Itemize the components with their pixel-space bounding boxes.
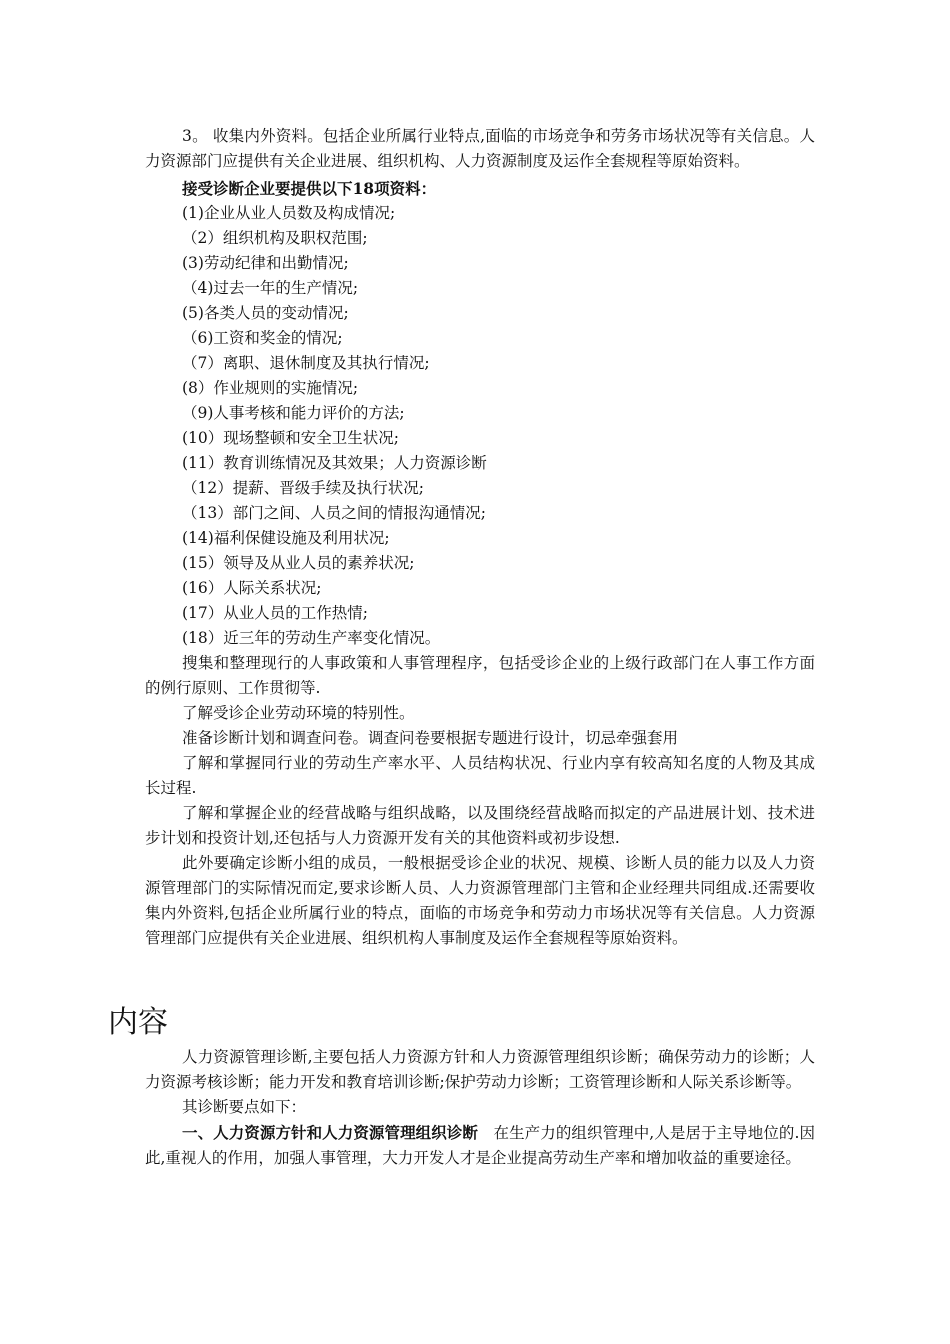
body-paragraph: 准备诊断计划和调查问卷。调查问卷要根据专题进行设计，切忌牵强套用 — [182, 729, 679, 747]
body-paragraph: 人力资源管理诊断,主要包括人力资源方针和人力资源管理组织诊断；确保劳动力的诊断；人力资源考核诊断；能力开发和教育培训诊断;保护劳动力诊断；工资管理诊断和人际关系诊断等。 — [145, 1048, 815, 1091]
subsection-text: 在生产力的组织管理中,人是居于主导地位的.因此,重视人的作用，加强人事管理，大力开发人才是企业提高劳动生产率和增加收益的重要途径。 — [145, 1124, 815, 1167]
section-heading: 内容 — [108, 1005, 168, 1040]
list-item: (16）人际关系状况; — [182, 579, 322, 597]
list-item: (10）现场整顿和安全卫生状况; — [182, 429, 399, 447]
section-collect-materials — [145, 124, 815, 951]
list-item: （12）提薪、晋级手续及执行状况; — [182, 479, 424, 497]
body-paragraph: 了解和掌握同行业的劳动生产率水平、人员结构状况、行业内享有较高知名度的人物及其成长过程. — [145, 754, 815, 797]
body-paragraph: 了解受诊企业劳动环境的特别性。 — [182, 704, 415, 722]
body-paragraph: 搜集和整理现行的人事政策和人事管理程序，包括受诊企业的上级行政部门在人事工作方面的例行原则、工作贯彻等. — [145, 654, 815, 697]
materials-list — [145, 201, 815, 651]
list-item: （9)人事考核和能力评价的方法; — [182, 404, 405, 422]
section-content — [145, 1045, 815, 1171]
body-paragraph: 其诊断要点如下： — [182, 1098, 307, 1116]
subsection-title: 一、人力资源方针和人力资源管理组织诊断 — [182, 1123, 478, 1142]
body-paragraph: 了解和掌握企业的经营战略与组织战略，以及围绕经营战略而拟定的产品进展计划、技术进步计划和投资计划,还包括与人力资源开发有关的其他资料或初步设想. — [145, 804, 815, 847]
list-item: (3)劳动纪律和出勤情况; — [182, 254, 349, 272]
list-title: 接受诊断企业要提供以下18项资料： — [182, 179, 437, 198]
list-item: （13）部门之间、人员之间的情报沟通情况; — [182, 504, 486, 522]
list-item: (15）领导及从业人员的素养状况; — [182, 554, 415, 572]
body-paragraph — [145, 1120, 815, 1171]
body-paragraph: 此外要确定诊断小组的成员，一般根据受诊企业的状况、规模、诊断人员的能力以及人力资源管理部门的实际情况而定,要求诊断人员、人力资源管理部门主管和企业经理共同组成.还需要收集内外资料,包括企业所属行业的特点，面临的市场竞争和劳动力市场状况等有关信息。人力资源管理部门应提供有关企业进展、组织机构人事制度及运作全套规程等原始资料。 — [145, 854, 815, 947]
list-item: (5)各类人员的变动情况; — [182, 304, 349, 322]
list-item: （7）离职、退休制度及其执行情况; — [182, 354, 430, 372]
intro-paragraph: 3。 收集内外资料。包括企业所属行业特点,面临的市场竞争和劳务市场状况等有关信息。人力资源部门应提供有关企业进展、组织机构、人力资源制度及运作全套规程等原始资料。 — [145, 127, 815, 170]
list-item: (1)企业从业人员数及构成情况; — [182, 204, 396, 222]
list-item: (11）教育训练情况及其效果；人力资源诊断 — [182, 454, 487, 472]
list-item: （6)工资和奖金的情况; — [182, 329, 343, 347]
list-item: (17）从业人员的工作热情; — [182, 604, 368, 622]
list-item: (18）近三年的劳动生产率变化情况。 — [182, 629, 441, 647]
list-item: （4)过去一年的生产情况; — [182, 279, 359, 297]
list-item: (14)福利保健设施及利用状况; — [182, 529, 390, 547]
list-item: (8）作业规则的实施情况; — [182, 379, 359, 397]
list-item: （2）组织机构及职权范围; — [182, 229, 368, 247]
